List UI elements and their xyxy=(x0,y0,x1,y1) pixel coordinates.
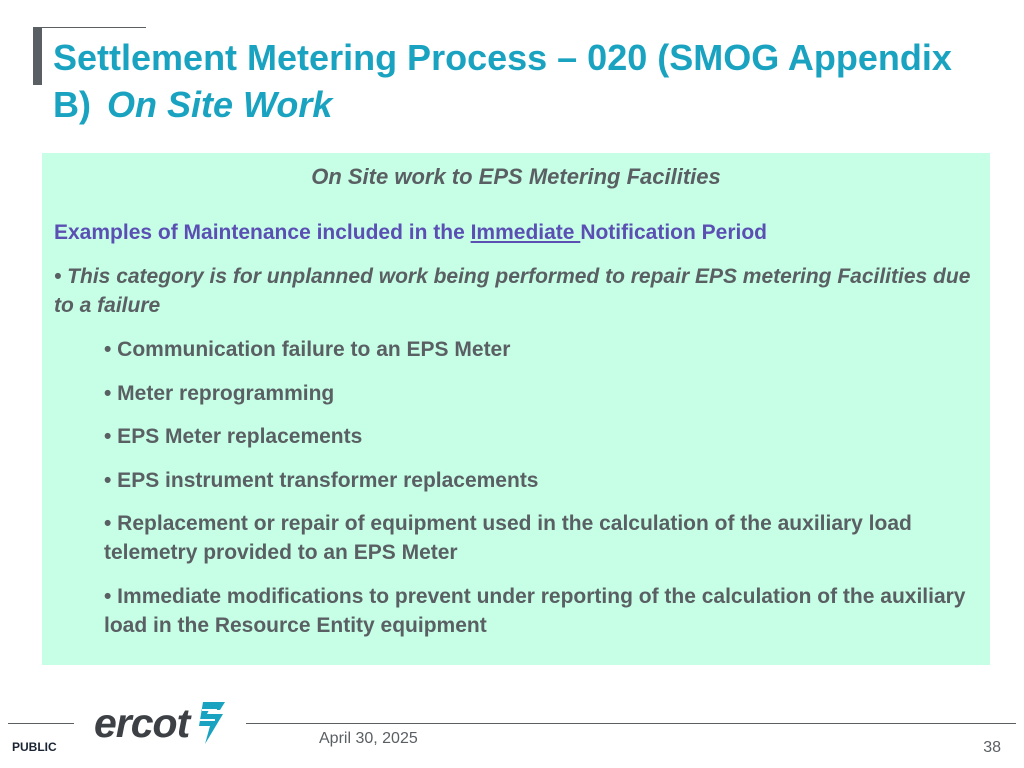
examples-immediate-link: Immediate xyxy=(470,221,581,244)
slide-title-main: Settlement Metering Process – 020 (SMOG Appendix B) xyxy=(53,37,952,125)
footer-rule-right xyxy=(246,723,1016,724)
content-box xyxy=(42,153,990,665)
bullet-item: • EPS instrument transformer replacements xyxy=(104,468,539,492)
slide-title-subtitle: On Site Work xyxy=(107,84,333,125)
classification-label: PUBLIC xyxy=(12,740,57,754)
examples-suffix: Notification Period xyxy=(580,221,767,244)
examples-prefix: Examples of Maintenance included in the xyxy=(54,221,471,244)
lightning-bolt-icon xyxy=(193,700,227,746)
box-heading: On Site work to EPS Metering Facilities xyxy=(311,164,721,189)
title-top-rule xyxy=(42,27,146,28)
page-number: 38 xyxy=(983,739,1001,756)
title-accent-bar xyxy=(33,27,42,85)
bullet-item: • EPS Meter replacements xyxy=(104,425,363,448)
examples-heading xyxy=(54,221,767,245)
slide-title xyxy=(53,34,993,128)
ercot-logo xyxy=(94,697,227,749)
bullet-item: • Meter reprogramming xyxy=(104,381,335,405)
maintenance-bullet-list xyxy=(104,335,984,654)
bullet-item: • Replacement or repair of equipment used in the calculation of the auxiliary load telemetry provided to an EPS Meter xyxy=(104,512,912,564)
bullet-item: • Communication failure to an EPS Meter xyxy=(104,338,511,361)
ercot-logo-text: ercot xyxy=(94,699,190,746)
bullet-item: • Immediate modifications to prevent under reporting of the calculation of the auxiliary load in the Resource Entity equipment xyxy=(104,584,966,637)
category-description: • This category is for unplanned work being performed to repair EPS metering Facilities due to a failure xyxy=(54,265,971,317)
footer-date: April 30, 2025 xyxy=(319,730,418,747)
footer-rule-left xyxy=(8,723,74,724)
